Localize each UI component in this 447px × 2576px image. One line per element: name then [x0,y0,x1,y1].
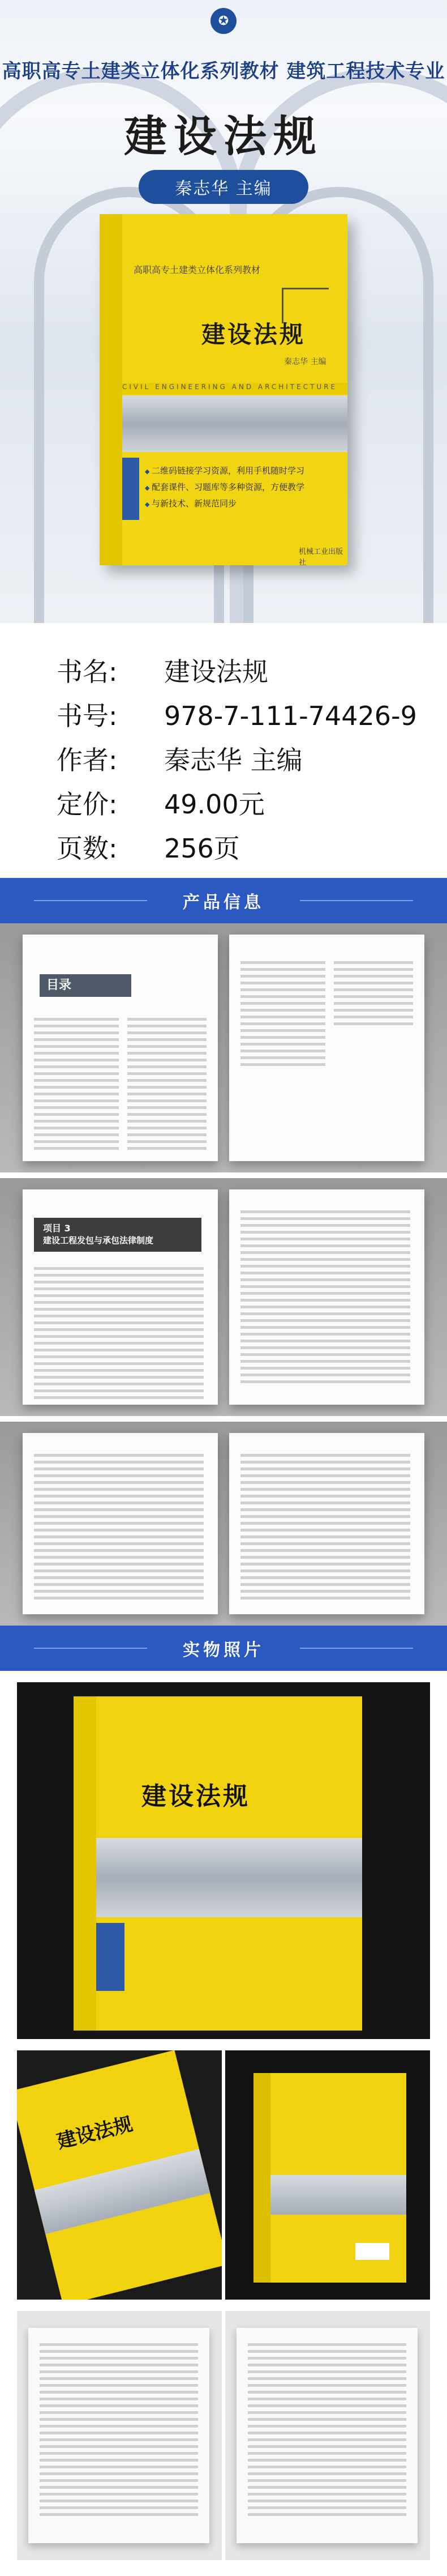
spread-page-left [23,1433,218,1614]
series-title: 高职高专土建类立体化系列教材 建筑工程技术专业 [2,60,445,83]
info-row-isbn [57,696,417,733]
photo-gallery [0,1671,447,2576]
publisher: 机械工业出版社 [299,548,343,567]
info-value: 49.00元 [164,789,265,820]
book-cover[interactable] [100,214,347,565]
author-badge: 秦志华 主编 [139,170,308,204]
project-title: 建设工程发包与承包法律制度 [43,1235,154,1246]
info-value: 秦志华 主编 [164,745,303,775]
spread-toc [0,923,447,1172]
cover-title: 建设法规 [201,321,306,348]
info-label: 定价: [57,789,118,820]
info-label: 书号: [57,701,118,731]
section-banner-product-info [0,878,447,923]
seal-logo-icon: ✪ [210,8,237,34]
hero-section [0,0,447,623]
qr-code-icon [122,458,139,520]
feature-item: ◆ 与新技术、新规范同步 [145,497,315,509]
photo-book [253,2073,406,2283]
feature-item: ◆ 配套课件、习题库等多种资源，方便教学 [145,481,315,493]
photo-book-title: 建设法规 [141,1782,250,1811]
spread-project [0,1178,447,1416]
cover-building-photo [122,395,347,452]
spread-body [0,1422,447,1626]
info-value: 256页 [164,833,240,864]
photo-book [74,1696,362,2031]
info-label: 页数: [57,833,118,864]
info-value: 建设法规 [164,656,268,687]
cover-english-band: CIVIL ENGINEERING AND ARCHITECTURE [122,383,347,394]
info-label: 作者: [57,745,118,775]
cover-author: 秦志华 主编 [284,357,326,366]
photo-open-book-right[interactable] [225,2311,430,2560]
cover-series: 高职高专土建类立体化系列教材 [134,265,261,275]
spread-page-left [23,935,218,1161]
info-row-author [57,740,303,777]
photo-front-cover[interactable] [17,1682,430,2039]
section-title: 实物照片 [161,1634,286,1663]
photo-book [17,2050,222,2300]
spread-page-right [229,1189,424,1405]
spread-page-right [229,935,424,1161]
section-title: 产品信息 [161,886,286,915]
photo-angled-cover[interactable] [17,2050,222,2300]
cover-features [145,464,315,514]
spread-page-right [229,1433,424,1614]
main-title: 建设法规 [124,111,323,161]
project-band [34,1218,201,1252]
info-row-price [57,784,265,821]
book-info [0,623,447,878]
photo-back-cover[interactable] [225,2050,430,2300]
project-label: 项目 3 [43,1223,71,1234]
info-label: 书名: [57,656,118,687]
feature-item: ◆ 二维码链接学习资源，利用手机随时学习 [145,464,315,476]
photo-open-book-left[interactable] [17,2311,222,2560]
info-row-pages [57,828,240,865]
toc-label: 目录 [40,974,131,997]
section-banner-real-photos [0,1626,447,1671]
spread-page-left [23,1189,218,1405]
photo-book-title: 建设法规 [54,2113,135,2153]
info-value: 978-7-111-74426-9 [164,701,417,731]
book-spine [100,214,122,565]
info-row-title [57,651,268,689]
